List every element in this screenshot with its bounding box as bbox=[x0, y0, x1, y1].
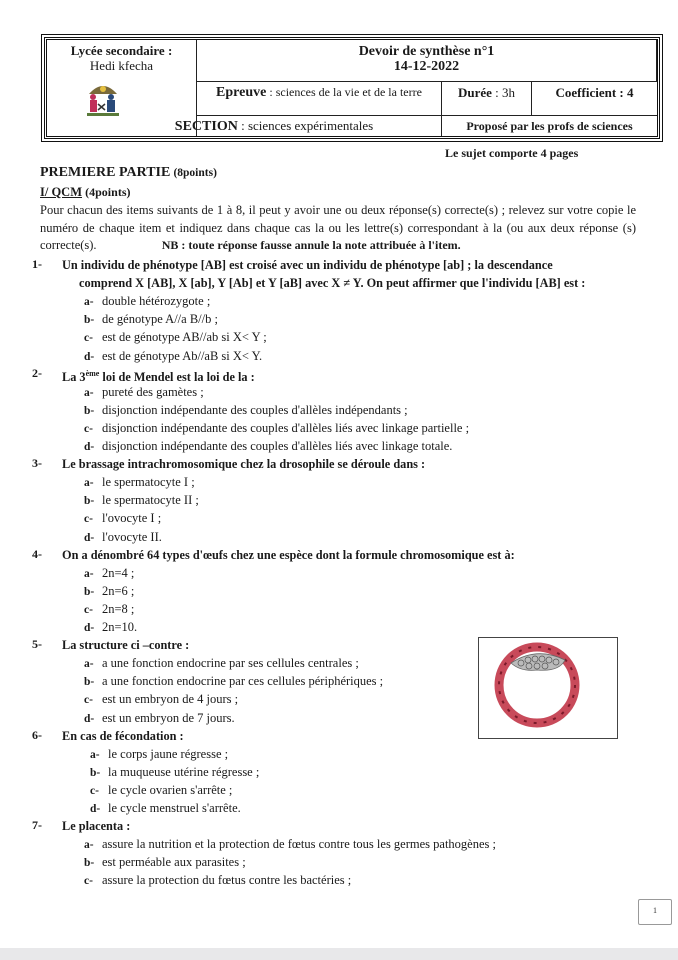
part-points: (8points) bbox=[173, 167, 217, 179]
option-3 bbox=[84, 329, 267, 346]
option-text: le spermatocyte II ; bbox=[102, 493, 199, 508]
subject-label: Epreuve bbox=[216, 85, 267, 100]
option-2 bbox=[84, 583, 134, 600]
exam-cell bbox=[197, 40, 657, 82]
question-number: 4- bbox=[32, 546, 42, 561]
option-text: 2n=6 ; bbox=[102, 583, 135, 598]
option-text: le spermatocyte I ; bbox=[102, 475, 195, 490]
option-3 bbox=[84, 872, 351, 889]
instructions bbox=[40, 202, 636, 255]
option-1 bbox=[84, 384, 204, 401]
option-text: assure la nutrition et la protection de fœtus contre tous les germes pathogènes ; bbox=[102, 837, 496, 852]
question-text-sup: ème bbox=[85, 368, 100, 378]
author: Proposé par les profs de sciences bbox=[466, 119, 633, 133]
option-letter: a- bbox=[84, 386, 94, 399]
option-letter: c- bbox=[84, 332, 93, 345]
option-4 bbox=[84, 529, 162, 546]
question-number: 3- bbox=[32, 456, 42, 471]
question-text: La structure ci –contre : bbox=[62, 638, 190, 653]
option-text: de génotype A//a B//b ; bbox=[102, 312, 218, 327]
pages-note: Le sujet comporte 4 pages bbox=[445, 146, 579, 160]
subject-value: : sciences de la vie et de la terre bbox=[266, 85, 422, 99]
option-text: est de génotype Ab//aB si X< Y. bbox=[102, 348, 263, 363]
option-letter: b- bbox=[84, 495, 95, 508]
question-text: Le brassage intrachromosomique chez la drosophile se déroule dans : bbox=[62, 457, 426, 472]
option-2 bbox=[84, 673, 383, 690]
instructions-text: Pour chacun des items suivants de 1 à 8, il peut y avoir une ou deux réponse(s) correcte(s) ; relevez sur votre copie le numéro de chaque item et indiquez dans chaque cas la ou les lettre(s) correspondant à la (ou aux deux réponse (s) correcte(s). bbox=[40, 203, 636, 252]
option-letter: b- bbox=[84, 676, 95, 689]
option-1 bbox=[84, 293, 210, 310]
option-text: disjonction indépendante des couples d'allèles liés avec linkage totale. bbox=[102, 439, 453, 453]
option-text: a une fonction endocrine par ses cellules centrales ; bbox=[102, 656, 359, 671]
question-number: 1- bbox=[32, 257, 42, 271]
option-letter: b- bbox=[90, 766, 101, 779]
option-letter: b- bbox=[84, 585, 95, 598]
option-2 bbox=[84, 492, 199, 509]
option-letter: d- bbox=[84, 622, 95, 634]
part-title bbox=[40, 164, 217, 181]
qcm-points: (4points) bbox=[85, 185, 131, 199]
option-4 bbox=[84, 348, 262, 365]
option-letter: d- bbox=[84, 712, 95, 725]
question-text-post: loi de Mendel est la loi de la : bbox=[99, 369, 255, 384]
subject-cell bbox=[197, 82, 442, 116]
option-text: disjonction indépendante des couples d'allèles indépendants ; bbox=[102, 402, 408, 417]
option-text: 2n=4 ; bbox=[102, 565, 135, 580]
question-number: 2- bbox=[32, 365, 42, 380]
option-text: 2n=8 ; bbox=[102, 601, 135, 616]
option-3 bbox=[84, 510, 161, 527]
option-2 bbox=[84, 402, 408, 419]
question-number: 6- bbox=[32, 727, 42, 742]
question-number: 7- bbox=[32, 818, 42, 833]
option-letter: b- bbox=[84, 314, 95, 327]
option-3 bbox=[90, 782, 232, 799]
section-label: SECTION bbox=[174, 119, 238, 134]
option-1 bbox=[84, 655, 359, 672]
question-text: En cas de fécondation : bbox=[62, 728, 184, 743]
school-logo-icon bbox=[83, 76, 123, 120]
option-4 bbox=[90, 800, 241, 817]
duration-value: : 3h bbox=[491, 85, 516, 100]
option-text: la muqueuse utérine régresse ; bbox=[108, 764, 260, 779]
option-text: est perméable aux parasites ; bbox=[102, 855, 246, 870]
blastocyst-icon bbox=[479, 638, 617, 738]
option-text: le cycle ovarien s'arrête ; bbox=[108, 782, 233, 797]
option-letter: a- bbox=[84, 658, 94, 671]
question-number: 5- bbox=[32, 637, 42, 652]
option-letter: c- bbox=[84, 603, 93, 616]
option-letter: d- bbox=[84, 350, 95, 363]
option-letter: a- bbox=[84, 839, 94, 852]
option-2 bbox=[84, 854, 246, 871]
option-1 bbox=[84, 474, 195, 491]
nb-note: NB : toute réponse fausse annule la note attribuée à l'item. bbox=[161, 238, 461, 252]
option-1 bbox=[90, 746, 228, 763]
school-label: Lycée secondaire : bbox=[70, 43, 173, 58]
option-letter: c- bbox=[84, 513, 93, 526]
page-number-badge: 1 bbox=[638, 899, 672, 925]
option-text: 2n=10. bbox=[102, 620, 138, 634]
part-title-text: PREMIERE PARTIE bbox=[40, 165, 171, 180]
option-text: double hétérozygote ; bbox=[102, 294, 211, 309]
question-text bbox=[62, 366, 255, 385]
option-text: est de génotype AB//ab si X< Y ; bbox=[102, 330, 267, 345]
header-table bbox=[44, 37, 660, 139]
option-text: l'ovocyte II. bbox=[102, 529, 162, 544]
option-letter: a- bbox=[84, 477, 94, 490]
option-text: le cycle menstruel s'arrête. bbox=[108, 801, 241, 815]
question-text: comprend X [AB], X [ab], Y [Ab] et Y [aB] avec X ≠ Y. On peut affirmer que l'individu [AB] est : bbox=[79, 276, 586, 291]
option-letter: b- bbox=[84, 857, 95, 870]
option-2 bbox=[90, 764, 259, 781]
option-1 bbox=[84, 836, 496, 853]
option-text: pureté des gamètes ; bbox=[102, 384, 204, 399]
coefficient: Coefficient : 4 bbox=[532, 82, 657, 116]
option-3 bbox=[84, 601, 134, 618]
option-text: assure la protection du fœtus contre les bactéries ; bbox=[102, 873, 352, 888]
duration-cell bbox=[442, 82, 532, 116]
option-text: est un embryon de 4 jours ; bbox=[102, 692, 239, 707]
option-text: est un embryon de 7 jours. bbox=[102, 710, 235, 725]
option-text: l'ovocyte I ; bbox=[102, 511, 162, 526]
option-2 bbox=[84, 311, 218, 328]
qcm-title bbox=[40, 184, 130, 200]
exam-title: Devoir de synthèse n°1 bbox=[358, 44, 495, 59]
option-letter: c- bbox=[84, 694, 93, 707]
option-letter: b- bbox=[84, 404, 95, 417]
option-letter: a- bbox=[90, 748, 100, 761]
option-letter: a- bbox=[84, 296, 94, 309]
qcm-title-text: I/ QCM bbox=[40, 185, 83, 199]
option-1 bbox=[84, 565, 134, 582]
question-text: On a dénombré 64 types d'œufs chez une espèce dont la formule chromosomique est à: bbox=[62, 547, 515, 562]
question-text: Un individu de phénotype [AB] est croisé avec un individu de phénotype [ab] ; la descendance bbox=[62, 258, 553, 272]
exam-date: 14-12-2022 bbox=[393, 59, 460, 74]
option-text: le corps jaune régresse ; bbox=[108, 746, 229, 761]
duration-label: Durée bbox=[457, 85, 492, 100]
option-3 bbox=[84, 420, 469, 437]
school-name: Hedi kfecha bbox=[89, 58, 154, 73]
option-text: a une fonction endocrine par ces cellules périphériques ; bbox=[102, 674, 384, 689]
option-letter: d- bbox=[90, 803, 101, 815]
section-cell bbox=[47, 116, 442, 136]
option-letter: c- bbox=[90, 784, 99, 797]
option-4 bbox=[84, 438, 452, 455]
option-3 bbox=[84, 691, 238, 708]
section-value: : sciences expérimentales bbox=[237, 118, 374, 133]
option-4 bbox=[84, 710, 235, 727]
question-text: Le placenta : bbox=[62, 819, 131, 834]
option-text: disjonction indépendante des couples d'allèles liés avec linkage partielle ; bbox=[102, 420, 470, 435]
question-text-pre: La 3 bbox=[62, 369, 86, 384]
option-letter: c- bbox=[84, 422, 93, 435]
option-letter: d- bbox=[84, 441, 95, 453]
bottom-bar bbox=[0, 948, 678, 960]
option-4 bbox=[84, 619, 137, 636]
option-letter: d- bbox=[84, 531, 95, 544]
option-letter: a- bbox=[84, 567, 94, 580]
option-letter: c- bbox=[84, 875, 93, 888]
blastocyst-figure bbox=[478, 637, 618, 739]
